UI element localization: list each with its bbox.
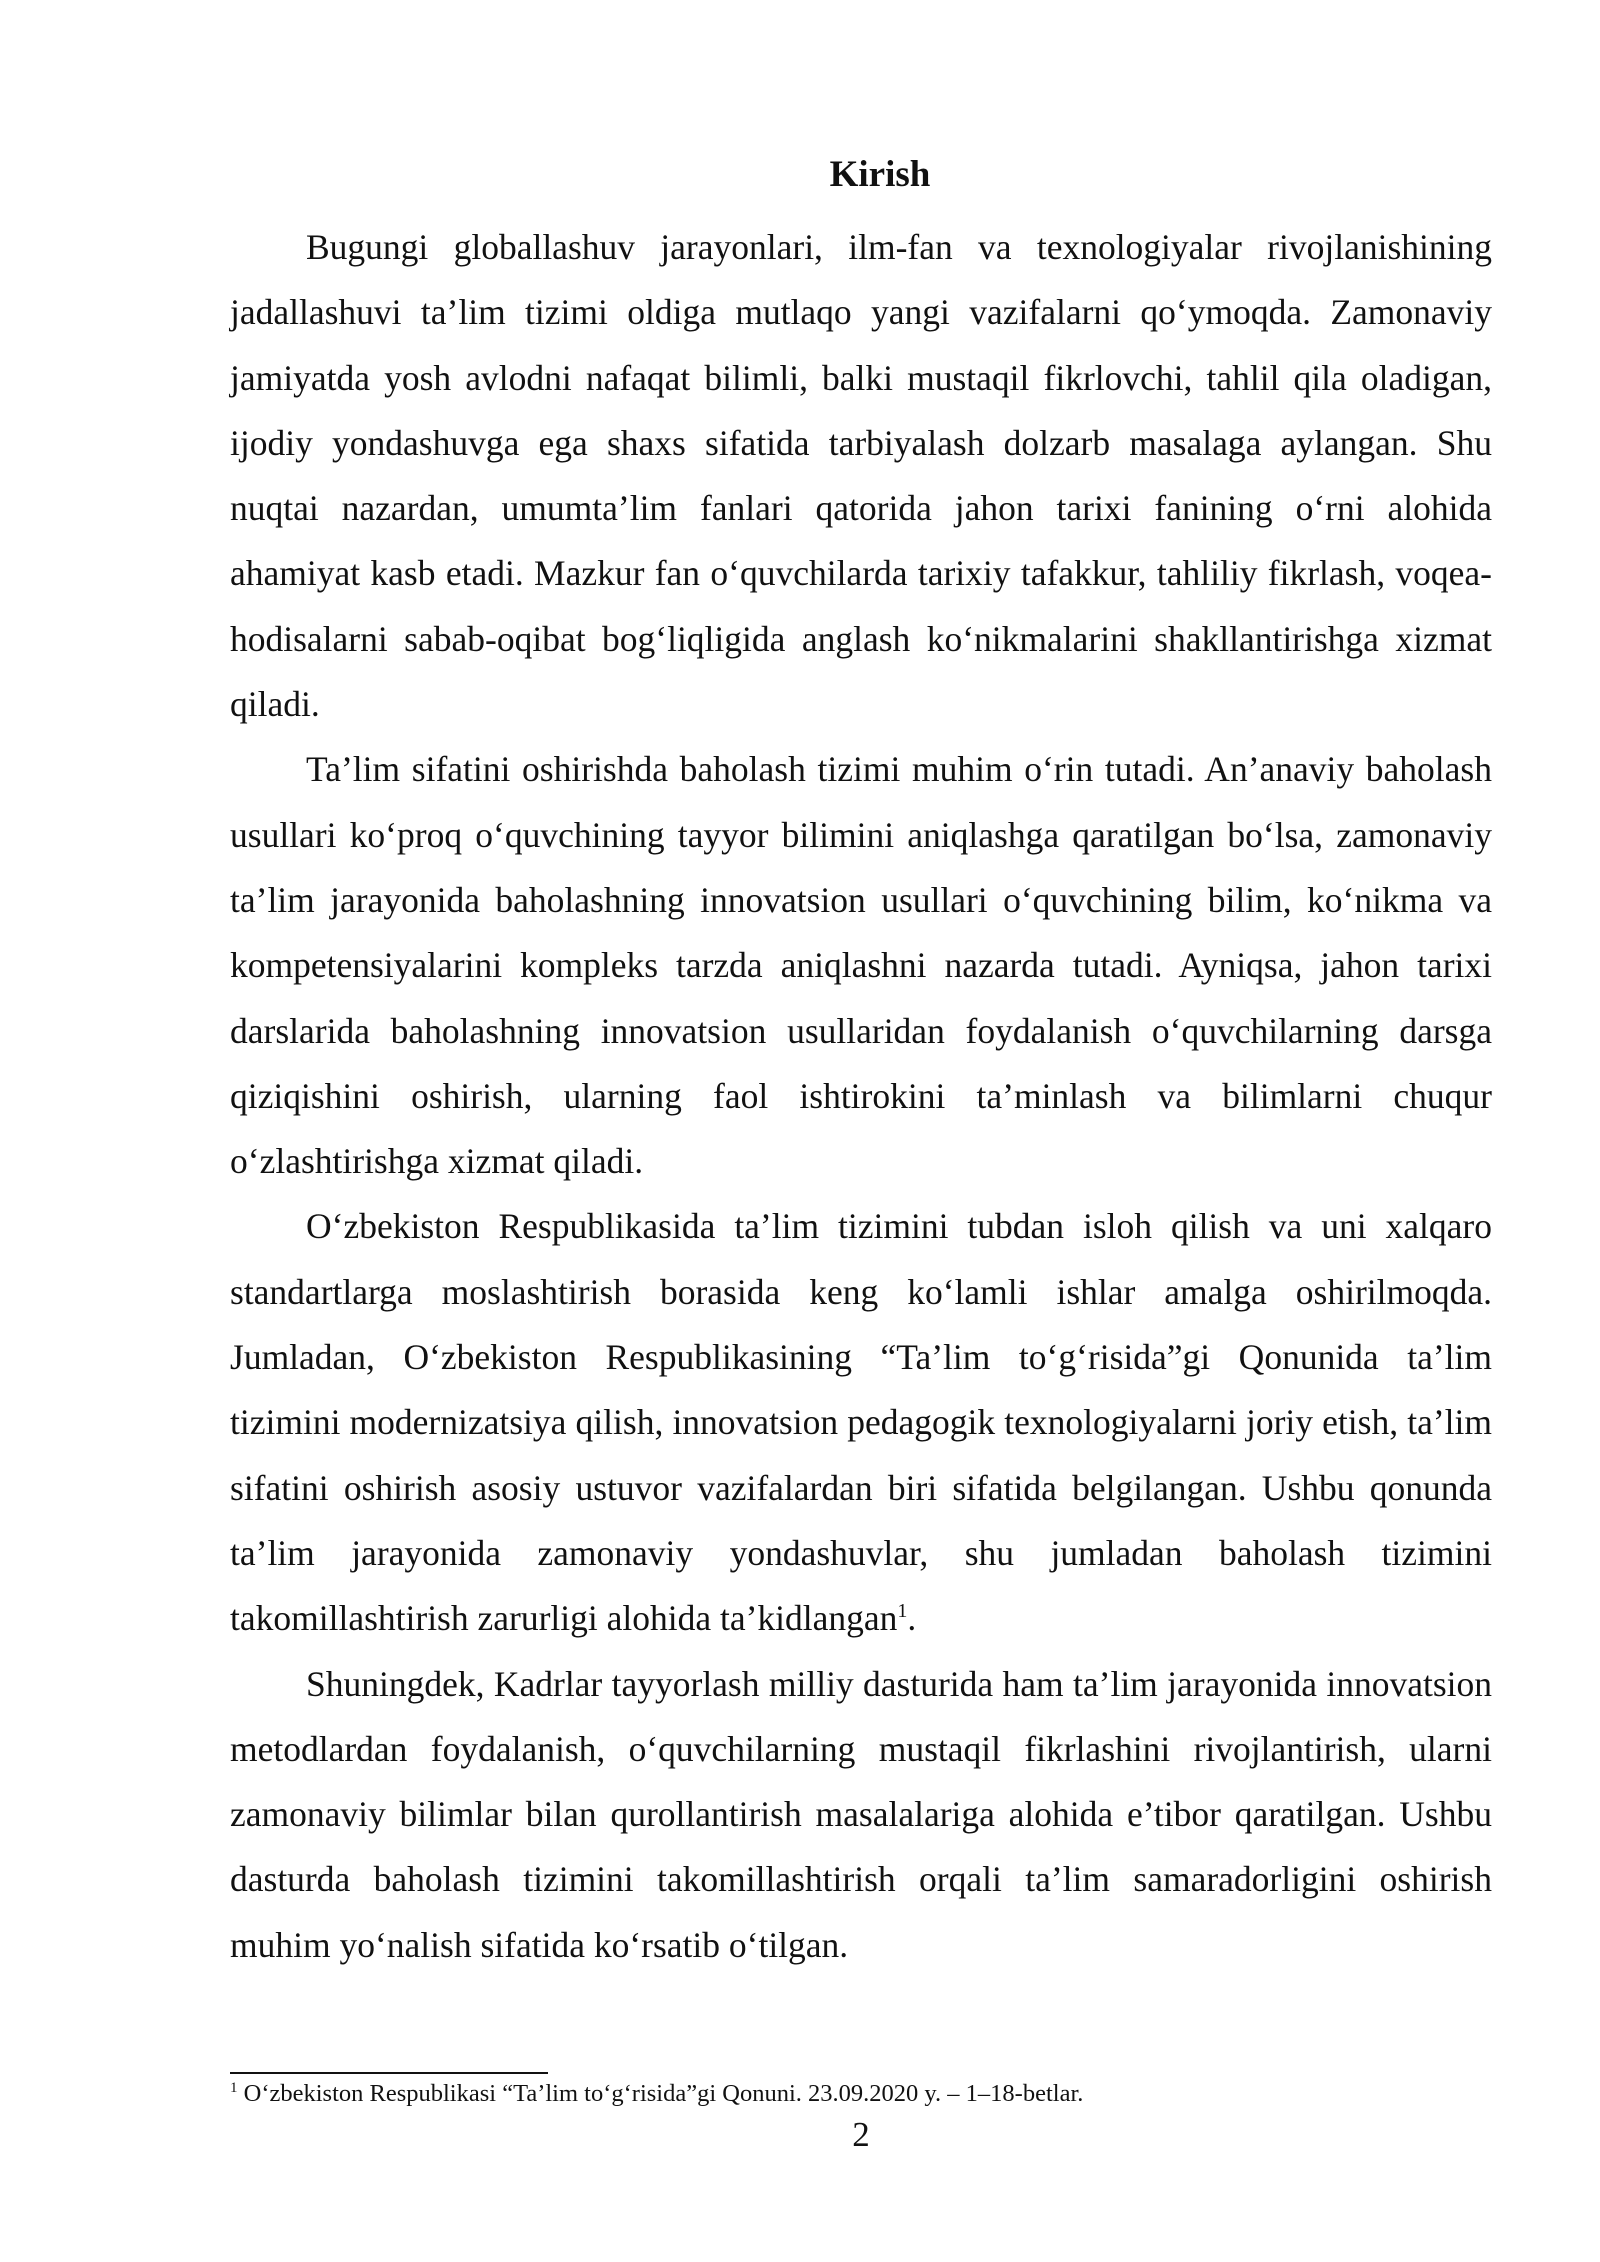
footnote-separator <box>230 2072 548 2074</box>
paragraph-4: Shuningdek, Kadrlar tayyorlash milliy dasturida ham ta’lim jarayonida innovatsion metodlardan foydalanish, o‘quvchilarning mustaqil fikrlashini rivojlantirish, ularni zamonaviy bilimlar bilan qurollantirish masalalariga alohida e’tibor qaratilgan. Ushbu dasturda baholash tizimini takomillashtirish orqali ta’lim samaradorligini oshirish muhim yo‘nalish sifatida ko‘rsatib o‘tilgan. <box>230 1663 1492 1965</box>
footnote-text: O‘zbekiston Respublikasi “Ta’lim to‘g‘risida”gi Qonuni. 23.09.2020 y. – 1–18-betlar. <box>243 2080 1084 2107</box>
page-number: 2 <box>852 2115 870 2154</box>
footnote <box>230 2077 1492 2111</box>
section-title: Kirish <box>829 154 931 195</box>
paragraph-3-end: . <box>907 1598 917 1639</box>
paragraph-3-text: O‘zbekiston Respublikasida ta’lim tizimini tubdan isloh qilish va uni xalqaro standartlarga moslashtirish borasida keng ko‘lamli ishlar amalga oshirilmoqda. Jumladan, O‘zbekiston Respublikasining “Ta’lim to‘g‘risida”gi Qonunida ta’lim tizimini modernizatsiya qilish, innovatsion pedagogik texnologiyalarni joriy etish, ta’lim sifatini oshirish asosiy ustuvor vazifalardan biri sifatida belgilangan. Ushbu qonunda ta’lim jarayonida zamonaviy yondashuvlar, shu jumladan baholash tizimini takomillashtirish zarurligi alohida ta’kidlangan <box>230 1206 1492 1639</box>
paragraph-2: Ta’lim sifatini oshirishda baholash tizimi muhim o‘rin tutadi. An’anaviy baholash usullari ko‘proq o‘quvchining tayyor bilimini aniqlashga qaratilgan bo‘lsa, zamonaviy ta’lim jarayonida baholashning innovatsion usullari o‘quvchining bilim, ko‘nikma va kompetensiyalarini kompleks tarzda aniqlashni nazarda tutadi. Ayniqsa, jahon tarixi darslarida baholashning innovatsion usullaridan foydalanish o‘quvchilarning darsga qiziqishini oshirish, ularning faol ishtirokini ta’minlash va bilimlarni chuqur o‘zlashtirishga xizmat qiladi. <box>230 749 1492 1182</box>
footnote-marker: 1 <box>230 2079 238 2096</box>
footnote-reference[interactable]: 1 <box>897 1600 908 1623</box>
paragraph-3 <box>230 1194 1492 1651</box>
document-body <box>230 215 1492 1978</box>
paragraph-1: Bugungi globallashuv jarayonlari, ilm-fan va texnologiyalar rivojlanishining jadallashuvi ta’lim tizimi oldiga mutlaqo yangi vazifalarni qo‘ymoqda. Zamonaviy jamiyatda yosh avlodni nafaqat bilimli, balki mustaqil fikrlovchi, tahlil qila oladigan, ijodiy yondashuvga ega shaxs sifatida tarbiyalash dolzarb masalaga aylangan. Shu nuqtai nazardan, umumta’lim fanlari qatorida jahon tarixi fanining o‘rni alohida ahamiyat kasb etadi. Mazkur fan o‘quvchilarda tarixiy tafakkur, tahliliy fikrlash, voqea-hodisalarni sabab-oqibat bog‘liqligida anglash ko‘nikmalarini shakllantirishga xizmat qiladi. <box>230 227 1492 725</box>
